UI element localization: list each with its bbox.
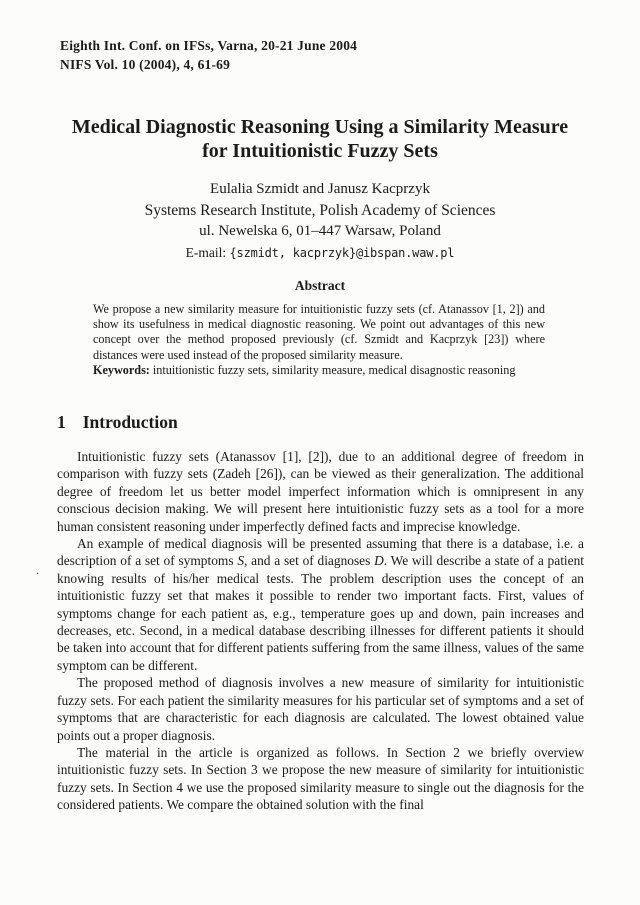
paragraph-4: The material in the article is organized as follows. In Section 2 we briefly overview intuitionistic fuzzy sets. In Section 3 we propose the new measure of similarity for intuitionistic fuzzy sets. In Section 4 we use the proposed similarity measure to single out the diagnosis for the considered patients. We compare the obtained solution with the final	[57, 744, 584, 813]
running-head-volume: NIFS Vol. 10 (2004), 4, 61-69	[60, 57, 231, 72]
paragraph-2-mid: , and a set of diagnoses	[244, 553, 375, 569]
author-address: ul. Newelska 6, 01–447 Warsaw, Poland	[199, 223, 441, 239]
author-block	[0, 179, 640, 264]
email-address: {szmidt, kacprzyk}@ibspan.waw.pl	[229, 246, 455, 260]
math-var-s: S	[237, 553, 245, 569]
scan-artifact-dot: .	[36, 563, 39, 577]
abstract-text: We propose a new similarity measure for intuitionistic fuzzy sets (cf. Atanassov [1, 2]) and show its usefulness in medical diagnostic reasoning. We point out advantages of this new concept over the method proposed previously (cf. Szmidt and Kacprzyk [23]) where distances were used instead of the proposed similarity measure.	[93, 302, 545, 362]
introduction-body	[57, 448, 584, 814]
author-affiliation: Systems Research Institute, Polish Academy of Sciences	[144, 202, 496, 219]
section-number: 1	[57, 412, 66, 433]
abstract-block	[93, 302, 545, 378]
paragraph-2	[57, 535, 584, 674]
paragraph-2-post: . We will describe a state of a patient knowing results of his/her medical tests. The problem description uses the concept of an intuitionistic fuzzy set that makes it possible to render two important facts. First, values of symptoms change for each patient as, e.g., temperature goes up and down, pain increases and decreases, etc. Second, in a medical database describing illnesses for different patients it should be taken into account that for different patients suffering from the same illness, values of the same symptom can be different.	[57, 553, 584, 673]
running-head-conference: Eighth Int. Conf. on IFSs, Varna, 20-21 June 2004	[60, 38, 358, 53]
paragraph-2-pre: An example of medical diagnosis will be presented assuming that there is a database, i.e. a description of a set of symptoms	[57, 536, 584, 569]
running-head	[60, 36, 640, 74]
paragraph-3: The proposed method of diagnosis involves a new measure of similarity for intuitionistic fuzzy sets. For each patient the similarity measures for his particular set of symptoms and a set of symptoms that are characteristic for each diagnosis are calculated. The lowest obtained value points out a proper diagnosis.	[57, 675, 584, 743]
paragraph-1: Intuitionistic fuzzy sets (Atanassov [1], [2]), due to an additional degree of freedom in comparison with fuzzy sets (Zadeh [26]), can be viewed as their generalization. The additional degree of freedom let us better model imperfect information which is omnipresent in any conscious decision making. We will present here intuitionistic fuzzy sets as a tool for a more human consistent reasoning under imperfectly defined facts and imprecise knowledge.	[57, 449, 584, 534]
math-var-d: D	[374, 553, 384, 569]
abstract-heading: Abstract	[294, 278, 346, 293]
keywords-label: Keywords:	[93, 362, 150, 377]
author-names: Eulalia Szmidt and Janusz Kacprzyk	[210, 181, 430, 197]
section-title: Introduction	[82, 412, 178, 433]
email-label: E-mail:	[185, 245, 230, 260]
keywords-line	[93, 363, 545, 378]
paper-title: Medical Diagnostic Reasoning Using a Similarity Measure for Intuitionistic Fuzzy Sets	[71, 116, 569, 162]
section-1-heading	[57, 411, 640, 433]
email-line	[0, 242, 640, 264]
keywords-text: intuitionistic fuzzy sets, similarity measure, medical disagnostic reasoning	[149, 362, 516, 377]
